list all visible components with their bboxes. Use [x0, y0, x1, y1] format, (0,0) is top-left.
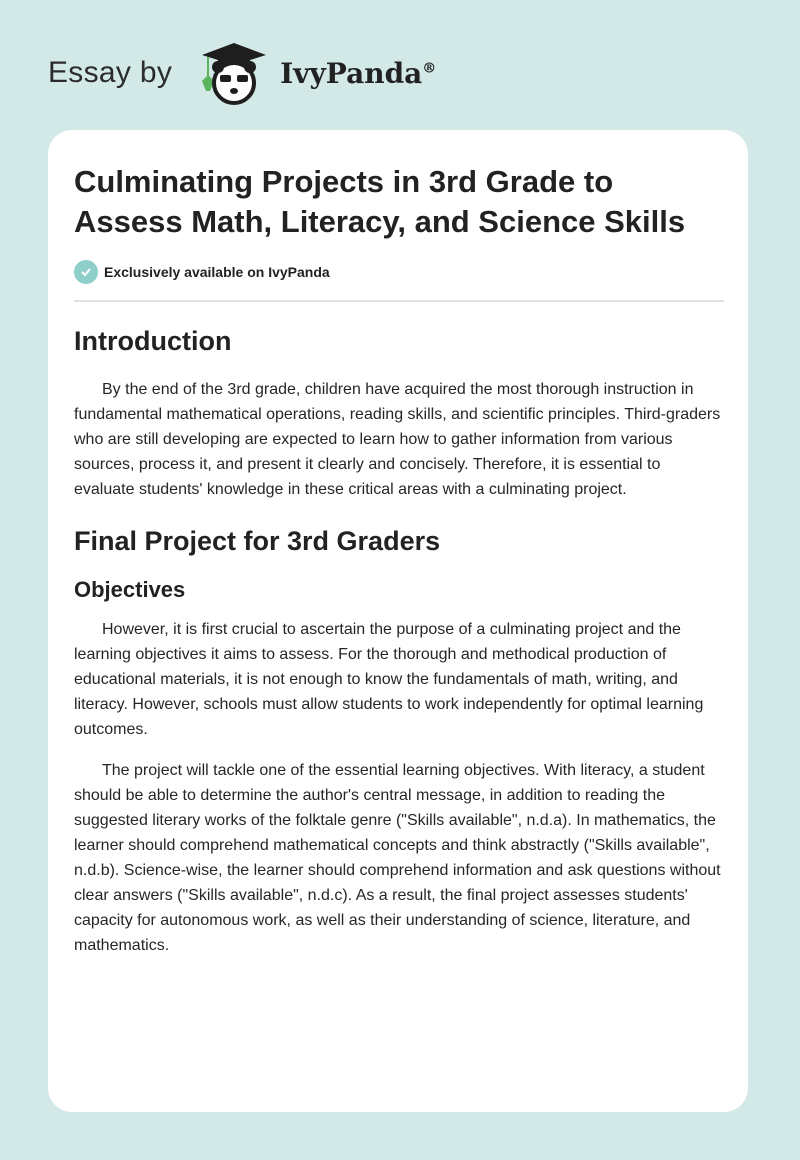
essay-card — [48, 130, 748, 1112]
essay-content — [74, 162, 724, 974]
paragraph: By the end of the 3rd grade, children have acquired the most thorough instruction in fundamental mathematical operations, reading skills, and scientific principles. Third-graders who are still developing are expected to learn how to gather information from various sources, process it, and present it clearly and concisely. Therefore, it is essential to evaluate students' knowledge in these critical areas with a culminating project. — [74, 381, 721, 498]
section-heading: Final Project for 3rd Graders — [74, 526, 441, 556]
site-header — [48, 38, 436, 108]
subsection-heading: Objectives — [74, 577, 186, 602]
paragraph: However, it is first crucial to ascertain the purpose of a culminating project and the learning objectives it aims to assess. For the thorough and methodical production of educational materials, it is not enough to know the fundamentals of math, writing, and literacy. However, schools must allow students to work independently for optimal learning outcomes. — [74, 621, 704, 738]
paragraph: The project will tackle one of the essential learning objectives. With literacy, a student should be able to determine the author's central message, in addition to reading the suggested literary works of the folktale genre ("Skills available", n.d.a). In mathematics, the learner should comprehend mathematical concepts and think abstractly ("Skills available", n.d.b). Science-wise, the learner should comprehend information and ask questions without clear answers ("Skills available", n.d.c). As a result, the final project assesses students' capacity for autonomous work, as well as their understanding of science, literature, and mathematics. — [74, 762, 721, 954]
badge-text: Exclusively available on IvyPanda — [104, 264, 330, 280]
panda-logo-icon[interactable] — [190, 39, 270, 107]
brand-text: IvyPanda — [280, 56, 423, 90]
essay-title: Culminating Projects in 3rd Grade to Assess Math, Literacy, and Science Skills — [74, 164, 686, 239]
essay-by-label: Essay by — [48, 56, 173, 89]
section-heading: Introduction — [74, 326, 232, 356]
divider — [74, 300, 724, 302]
check-icon — [74, 260, 98, 284]
registered-mark: ® — [422, 60, 437, 77]
brand-name[interactable] — [280, 57, 436, 90]
exclusive-badge — [74, 260, 724, 284]
